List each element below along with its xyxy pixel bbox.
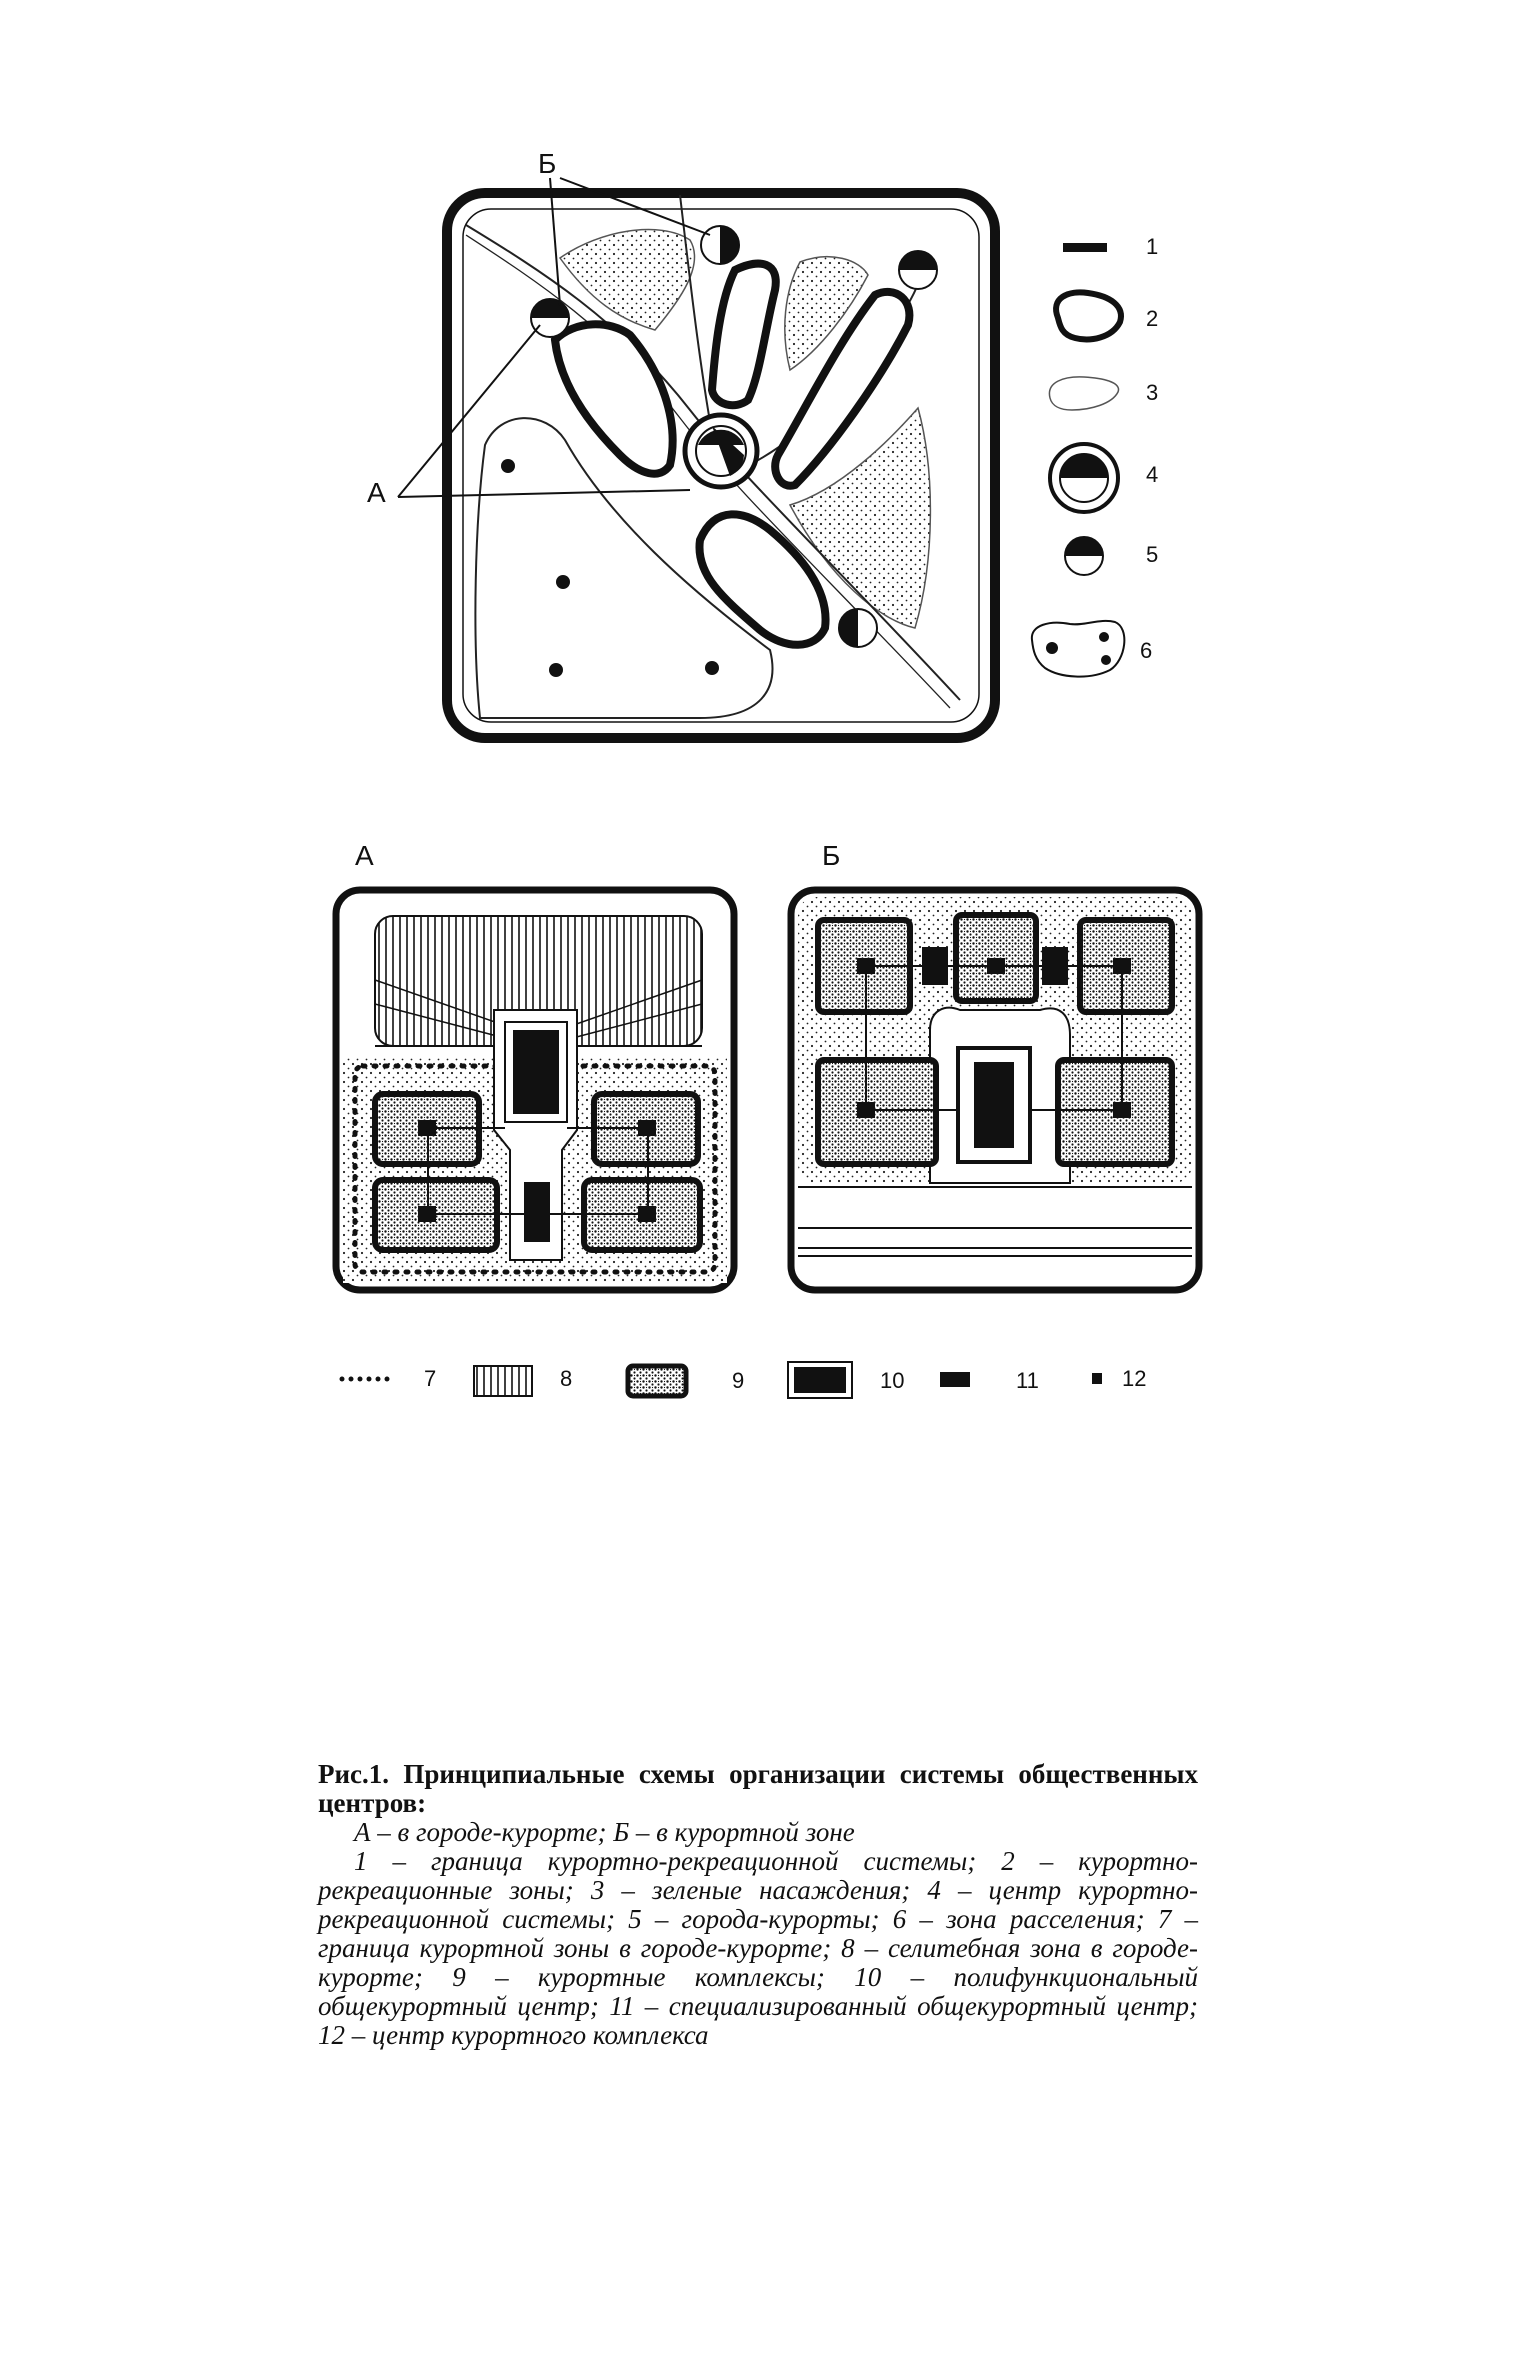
settlement-point	[705, 661, 719, 675]
legend-symbol-10	[788, 1362, 852, 1398]
resort-complex	[818, 1060, 936, 1164]
legend-label-3: 3	[1146, 380, 1159, 405]
legend-label-6: 6	[1140, 638, 1153, 663]
top-scheme	[398, 178, 995, 738]
complex-center	[638, 1120, 656, 1136]
legend-label-2: 2	[1146, 306, 1159, 331]
complex-center	[857, 1102, 875, 1118]
specialized-center	[524, 1182, 550, 1242]
legend-label-8: 8	[560, 1366, 573, 1391]
legend-symbol-7	[340, 1377, 390, 1382]
label-a-top: А	[367, 477, 386, 508]
label-scheme-b: Б	[822, 840, 841, 871]
legend-label-4: 4	[1146, 462, 1159, 487]
legend-top	[1032, 243, 1125, 677]
complex-center	[1113, 1102, 1131, 1118]
figure-caption	[318, 1760, 1198, 2050]
legend-symbol-11	[940, 1372, 970, 1387]
legend-label-10: 10	[880, 1368, 905, 1393]
scheme-b	[791, 890, 1199, 1290]
legend-symbol-6	[1032, 621, 1125, 677]
label-scheme-a: А	[355, 840, 374, 871]
legend-symbol-8	[474, 1366, 532, 1396]
caption-subtitle: А – в городе-курорте; Б – в курортной зоне	[354, 1817, 855, 1847]
legend-label-12: 12	[1122, 1366, 1147, 1391]
resort-town	[531, 299, 569, 337]
resort-town	[899, 251, 937, 289]
resort-town	[839, 609, 877, 647]
legend-label-1: 1	[1146, 234, 1159, 259]
label-b-top: Б	[538, 148, 557, 179]
legend-symbol-3	[1049, 377, 1118, 410]
resort-town	[701, 226, 739, 264]
complex-center	[987, 958, 1005, 974]
legend-label-5: 5	[1146, 542, 1159, 567]
settlement-point	[556, 575, 570, 589]
complex-center	[638, 1206, 656, 1222]
complex-center	[418, 1120, 436, 1136]
legend-symbol-5	[1065, 537, 1103, 575]
legend-symbol-2	[1056, 292, 1121, 339]
complex-center	[1113, 958, 1131, 974]
legend-symbol-1	[1063, 243, 1107, 252]
legend-bottom	[340, 1362, 1103, 1398]
legend-label-11: 11	[1016, 1368, 1039, 1393]
complex-center	[857, 958, 875, 974]
legend-label-9: 9	[732, 1368, 745, 1393]
caption-title: Рис.1. Принципиальные схемы организации системы общественных центров:	[318, 1759, 1198, 1818]
settlement-point	[549, 663, 563, 677]
caption-legend-text: 1 – граница курортно-рекреационной системы; 2 – курортно-рекреационные зоны; 3 – зеленые насаждения; 4 – центр курортно-рекреационной системы; 5 – города-курорты; 6 – зона расселения; 7 – граница курортной зоны в городе-курорте; 8 – селитебная зона в городе-курорте; 9 – курортные комплексы; 10 – полифункциональный общекурортный центр; 11 – специализированный общекурортный центр; 12 – центр курортного комплекса	[318, 1846, 1198, 2050]
complex-center	[418, 1206, 436, 1222]
legend-symbol-12	[1092, 1373, 1102, 1384]
scheme-a	[336, 890, 734, 1290]
legend-symbol-4	[1050, 444, 1118, 512]
settlement-point	[501, 459, 515, 473]
legend-symbol-9	[628, 1366, 686, 1396]
legend-label-7: 7	[424, 1366, 437, 1391]
